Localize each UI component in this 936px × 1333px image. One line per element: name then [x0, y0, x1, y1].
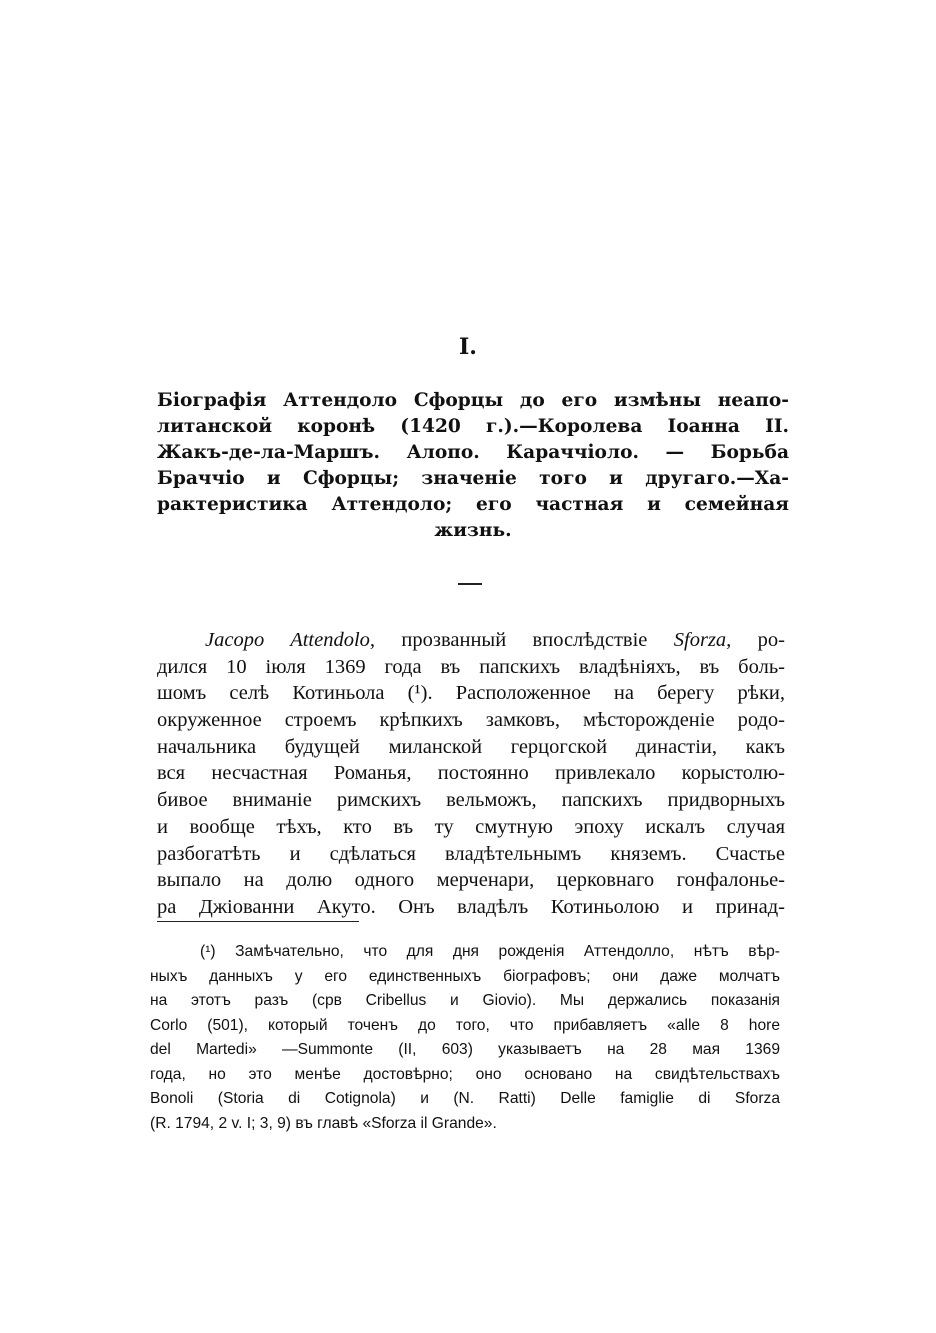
body-line: ра Джіованни Акуто. Онъ владѣлъ Котиньолою и принад-: [157, 895, 785, 918]
footnote-line: (R. 1794, 2 v. I; 3, 9) въ главѣ «Sforza il Grande».: [150, 1114, 497, 1132]
footnote-line: года, но это менѣе достовѣрно; оно основано на свидѣтельствахъ: [150, 1065, 780, 1083]
body-line: выпало на долю одного мерченари, церковнаго гонфалонье-: [157, 869, 785, 892]
chapter-summary: [157, 388, 789, 544]
summary-line: Біографія Аттендоло Сфорцы до его измѣны неапо-: [157, 390, 789, 411]
body-paragraph: [157, 627, 785, 921]
section-separator: [458, 583, 482, 585]
body-line: бивое вниманіе римскихъ вельможъ, папскихъ придворныхъ: [157, 789, 785, 812]
chapter-number: I.: [459, 334, 477, 360]
footnote-line: на этотъ разъ (срв Cribellus и Giovio). Мы держались показанія: [150, 992, 780, 1009]
footnote-line: Corlo (501), который точенъ до того, что прибавляетъ «alle 8 hore: [150, 1016, 780, 1034]
summary-line: жизнь.: [434, 520, 512, 541]
body-line: вся несчастная Романья, постоянно привлекало корыстолю-: [157, 762, 785, 785]
body-line: дился 10 іюля 1369 года въ папскихъ владѣніяхъ, въ боль-: [157, 655, 785, 678]
italic-sforza: Sforza,: [673, 629, 732, 651]
body-line: шомъ селѣ Котиньола (¹). Расположенное на берегу рѣки,: [157, 682, 785, 705]
italic-name: Jacopo Attendolo,: [205, 629, 376, 651]
summary-line: рактеристика Аттендоло; его частная и семейная: [157, 494, 789, 515]
summary-line: литанской коронѣ (1420 г.).—Королева Іоанна II.: [157, 416, 789, 437]
body-fragment: ро-: [731, 629, 785, 651]
body-line: и вообще тѣхъ, кто въ ту смутную эпоху искалъ случая: [157, 815, 785, 838]
footnote: [150, 940, 780, 1136]
body-line: начальника будущей миланской герцогской династіи, какъ: [157, 735, 785, 758]
body-line: разбогатѣть и сдѣлаться владѣтельнымъ княземъ. Счастье: [157, 842, 785, 865]
summary-line: Браччіо и Сфорцы; значеніе того и другаго.—Ха-: [157, 468, 789, 489]
footnote-line: del Martedi» —Summonte (II, 603) указываетъ на 28 мая 1369: [150, 1041, 780, 1058]
summary-line: Жакъ-де-ла-Маршъ. Алопо. Караччіоло. — Борьба: [157, 442, 789, 463]
footnote-rule: [157, 921, 359, 922]
footnote-line: ныхъ данныхъ у его единственныхъ біографовъ; они даже молчатъ: [150, 967, 780, 985]
footnote-line: (¹) Замѣчательно, что для дня рожденія Аттендолло, нѣтъ вѣр-: [200, 943, 780, 960]
footnote-line: Bonoli (Storia di Cotignola) и (N. Ratti) Delle famiglie di Sforza: [150, 1090, 780, 1107]
body-fragment: прозванный впослѣдствіе: [375, 629, 674, 651]
body-line: окруженное строемъ крѣпкихъ замковъ, мѣсторожденіе родо-: [157, 709, 785, 732]
body-line: [157, 627, 785, 654]
